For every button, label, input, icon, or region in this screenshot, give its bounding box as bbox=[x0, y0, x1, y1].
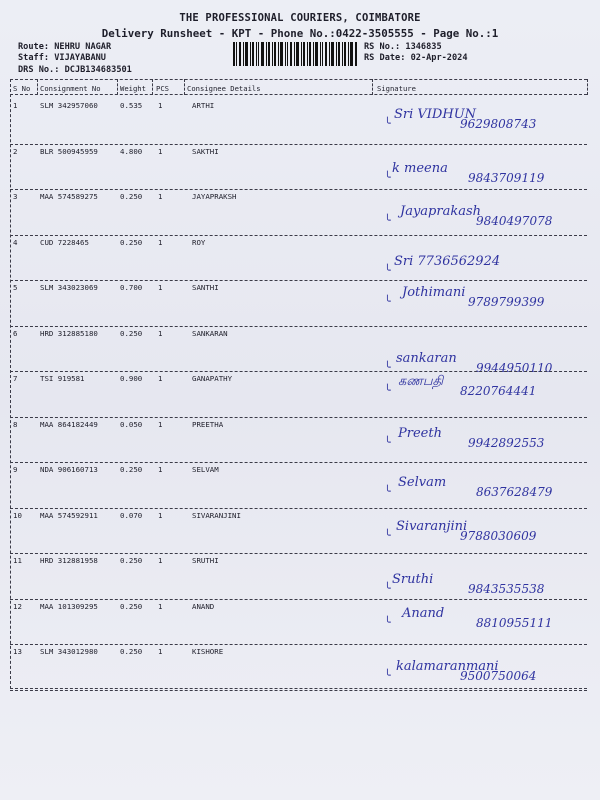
row-divider bbox=[10, 462, 587, 463]
signature-phone: 9942892553 bbox=[468, 435, 545, 450]
cell-consignment: MAA 574592911 bbox=[40, 510, 98, 520]
cell-sno: 8 bbox=[13, 419, 18, 429]
tick-mark-icon: ╰ bbox=[384, 360, 391, 374]
tick-mark-icon: ╰ bbox=[384, 582, 391, 595]
cell-sno: 3 bbox=[13, 192, 18, 201]
cell-consignee: GANAPATHY bbox=[192, 374, 233, 383]
signature-handwriting: Sri 7736562924 bbox=[394, 253, 501, 269]
signature-handwriting: sankaran bbox=[396, 350, 457, 366]
row-divider bbox=[10, 644, 587, 645]
cell-weight: 0.250 bbox=[120, 192, 143, 201]
cell-consignment: SLM 343023069 bbox=[40, 283, 98, 292]
cell-consignee: SELVAM bbox=[192, 465, 219, 474]
signature-handwriting: Sivaranjini bbox=[396, 518, 468, 534]
table-row bbox=[10, 329, 587, 375]
row-divider bbox=[10, 189, 587, 190]
row-divider bbox=[10, 417, 587, 418]
cell-weight: 0.900 bbox=[120, 374, 143, 383]
tick-mark-icon: ╰ bbox=[384, 615, 391, 629]
cell-weight: 0.250 bbox=[120, 647, 143, 656]
column-divider bbox=[37, 79, 38, 95]
col-header-sno: S No bbox=[13, 84, 31, 93]
cell-weight: 0.250 bbox=[120, 556, 143, 565]
row-divider bbox=[10, 371, 587, 372]
staff-value: VIJAYABANU bbox=[54, 53, 106, 63]
table-top-rule bbox=[10, 79, 587, 80]
tick-mark-icon: ╰ bbox=[384, 384, 391, 397]
cell-consignment: SLM 342957060 bbox=[40, 101, 98, 110]
signature-phone: 9840497078 bbox=[476, 214, 553, 228]
signature-phone: 8220764441 bbox=[460, 384, 537, 398]
table-row bbox=[10, 101, 587, 147]
cell-pcs: 1 bbox=[158, 283, 163, 292]
drs-label: DRS No.: bbox=[18, 65, 60, 75]
signature-handwriting: Preeth bbox=[398, 425, 442, 441]
company-title: THE PROFESSIONAL COURIERS, COIMBATORE bbox=[179, 12, 421, 24]
tick-mark-icon: ╰ bbox=[384, 435, 391, 449]
cell-consignment: MAA 864182449 bbox=[40, 419, 98, 429]
col-header-consignment: Consignment No bbox=[40, 84, 101, 93]
cell-pcs: 1 bbox=[158, 374, 163, 383]
cell-pcs: 1 bbox=[158, 601, 163, 611]
drs-value: DCJB134683501 bbox=[64, 65, 132, 75]
staff-line bbox=[18, 53, 106, 63]
signature-phone: 8637628479 bbox=[476, 485, 553, 499]
cell-pcs: 1 bbox=[158, 647, 163, 656]
cell-sno: 4 bbox=[13, 237, 18, 247]
cell-sno: 12 bbox=[13, 601, 22, 611]
cell-consignment: SLM 343012980 bbox=[40, 647, 98, 656]
col-header-pcs: PCS bbox=[156, 84, 169, 93]
cell-sno: 9 bbox=[13, 465, 18, 474]
tick-mark-icon: ╰ bbox=[384, 263, 391, 277]
cell-weight: 0.070 bbox=[120, 510, 143, 520]
cell-consignment: MAA 101309295 bbox=[40, 601, 98, 611]
signature-handwriting: கணபதி bbox=[398, 374, 444, 389]
table-row bbox=[10, 602, 587, 648]
tick-mark-icon: ╰ bbox=[384, 117, 391, 130]
cell-sno: 10 bbox=[13, 510, 22, 520]
signature-handwriting: Jothimani bbox=[402, 285, 466, 300]
table-row bbox=[10, 147, 587, 193]
cell-consignee: KISHORE bbox=[192, 647, 224, 656]
table-right-rule bbox=[587, 79, 588, 95]
rs-date-line bbox=[364, 53, 468, 63]
cell-sno: 13 bbox=[13, 647, 22, 656]
tick-mark-icon: ╰ bbox=[384, 170, 391, 184]
runsheet-subtitle: Delivery Runsheet - KPT - Phone No.:0422-3505555 - Page No.:1 bbox=[101, 27, 499, 40]
row-divider bbox=[10, 553, 587, 554]
staff-label: Staff: bbox=[18, 53, 50, 63]
cell-consignee: ROY bbox=[192, 237, 206, 247]
signature-phone: 8810955111 bbox=[476, 615, 553, 630]
tick-mark-icon: ╰ bbox=[384, 485, 391, 498]
signature-phone: 9500750064 bbox=[460, 669, 537, 683]
table-row bbox=[10, 420, 587, 466]
col-header-signature: Signature bbox=[377, 84, 416, 93]
rs-no-line bbox=[364, 42, 442, 52]
col-header-consignee: Consignee Details bbox=[187, 84, 261, 93]
cell-sno: 1 bbox=[13, 101, 18, 110]
cell-weight: 0.250 bbox=[120, 465, 143, 474]
signature-handwriting: Sri VIDHUN bbox=[394, 107, 477, 122]
cell-consignment: CUD 7228465 bbox=[40, 237, 89, 247]
cell-weight: 0.250 bbox=[120, 601, 143, 611]
cell-pcs: 1 bbox=[158, 146, 163, 156]
table-header-rule bbox=[10, 94, 587, 95]
tick-mark-icon: ╰ bbox=[384, 295, 391, 308]
table-row bbox=[10, 556, 587, 602]
rs-no-label: RS No.: bbox=[364, 42, 401, 52]
signature-handwriting: k meena bbox=[392, 160, 448, 176]
signature-handwriting: kalamaranmani bbox=[396, 659, 499, 674]
cell-consignment: HRD 312885180 bbox=[40, 328, 98, 338]
signature-phone: 9788030609 bbox=[460, 528, 537, 543]
cell-weight: 4.800 bbox=[120, 146, 143, 156]
rs-date-label: RS Date: bbox=[364, 53, 406, 63]
column-divider bbox=[152, 79, 153, 95]
col-header-weight: Weight bbox=[120, 84, 146, 93]
cell-weight: 0.535 bbox=[120, 101, 143, 110]
route-label: Route: bbox=[18, 42, 50, 52]
cell-consignee: SAKTHI bbox=[192, 146, 219, 156]
row-divider bbox=[10, 508, 587, 509]
cell-weight: 0.700 bbox=[120, 283, 143, 292]
signature-phone: 9944950110 bbox=[476, 360, 553, 375]
cell-pcs: 1 bbox=[158, 192, 163, 201]
signature-handwriting: Selvam bbox=[398, 475, 447, 490]
cell-pcs: 1 bbox=[158, 419, 163, 429]
table-row bbox=[10, 192, 587, 238]
cell-sno: 2 bbox=[13, 146, 18, 156]
route-value: NEHRU NAGAR bbox=[54, 42, 112, 52]
signature-phone: 9843709119 bbox=[468, 170, 545, 185]
tick-mark-icon: ╰ bbox=[384, 669, 391, 682]
row-divider bbox=[10, 690, 587, 691]
cell-pcs: 1 bbox=[158, 101, 163, 110]
row-divider bbox=[10, 599, 587, 600]
table-row bbox=[10, 465, 587, 511]
signature-phone: 9843535538 bbox=[468, 582, 545, 596]
signature-handwriting: Anand bbox=[402, 605, 445, 621]
barcode bbox=[233, 42, 357, 66]
row-divider bbox=[10, 235, 587, 236]
cell-sno: 11 bbox=[13, 556, 22, 565]
table-row bbox=[10, 283, 587, 329]
row-divider bbox=[10, 144, 587, 145]
column-divider bbox=[184, 79, 185, 95]
table-row bbox=[10, 511, 587, 557]
cell-consignment: HRD 312881958 bbox=[40, 556, 98, 565]
signature-handwriting: Jayaprakash bbox=[400, 204, 482, 219]
rs-no-value: 1346835 bbox=[405, 42, 442, 52]
cell-consignee: ARTHI bbox=[192, 101, 215, 110]
cell-consignee: SIVARANJINI bbox=[192, 510, 241, 520]
table-row bbox=[10, 374, 587, 420]
cell-consignment: MAA 574589275 bbox=[40, 192, 98, 201]
drs-line bbox=[18, 65, 132, 75]
cell-pcs: 1 bbox=[158, 510, 163, 520]
table-bottom-rule bbox=[10, 688, 587, 689]
cell-consignee: JAYAPRAKSH bbox=[192, 192, 237, 201]
signature-phone: 9629808743 bbox=[460, 117, 537, 131]
rs-date-value: 02-Apr-2024 bbox=[410, 53, 468, 63]
cell-pcs: 1 bbox=[158, 465, 163, 474]
cell-consignee: SRUTHI bbox=[192, 556, 219, 565]
cell-pcs: 1 bbox=[158, 237, 163, 247]
cell-consignee: PREETHA bbox=[192, 419, 224, 429]
cell-weight: 0.050 bbox=[120, 419, 143, 429]
column-divider bbox=[117, 79, 118, 95]
column-divider bbox=[372, 79, 373, 95]
table-row bbox=[10, 238, 587, 284]
cell-sno: 5 bbox=[13, 283, 18, 292]
route-line bbox=[18, 42, 111, 52]
cell-weight: 0.250 bbox=[120, 328, 143, 338]
signature-handwriting: Sruthi bbox=[392, 572, 434, 587]
cell-weight: 0.250 bbox=[120, 237, 143, 247]
cell-consignment: TSI 919581 bbox=[40, 374, 85, 383]
row-divider bbox=[10, 280, 587, 281]
cell-pcs: 1 bbox=[158, 328, 163, 338]
cell-sno: 7 bbox=[13, 374, 18, 383]
tick-mark-icon: ╰ bbox=[384, 214, 391, 227]
cell-consignee: SANKARAN bbox=[192, 328, 228, 338]
tick-mark-icon: ╰ bbox=[384, 528, 391, 542]
signature-phone: 9789799399 bbox=[468, 295, 545, 309]
cell-consignee: SANTHI bbox=[192, 283, 219, 292]
cell-pcs: 1 bbox=[158, 556, 163, 565]
cell-sno: 6 bbox=[13, 328, 18, 338]
table-row bbox=[10, 647, 587, 693]
cell-consignment: NDA 906160713 bbox=[40, 465, 98, 474]
cell-consignee: ANAND bbox=[192, 601, 215, 611]
cell-consignment: BLR 500945959 bbox=[40, 146, 98, 156]
row-divider bbox=[10, 326, 587, 327]
